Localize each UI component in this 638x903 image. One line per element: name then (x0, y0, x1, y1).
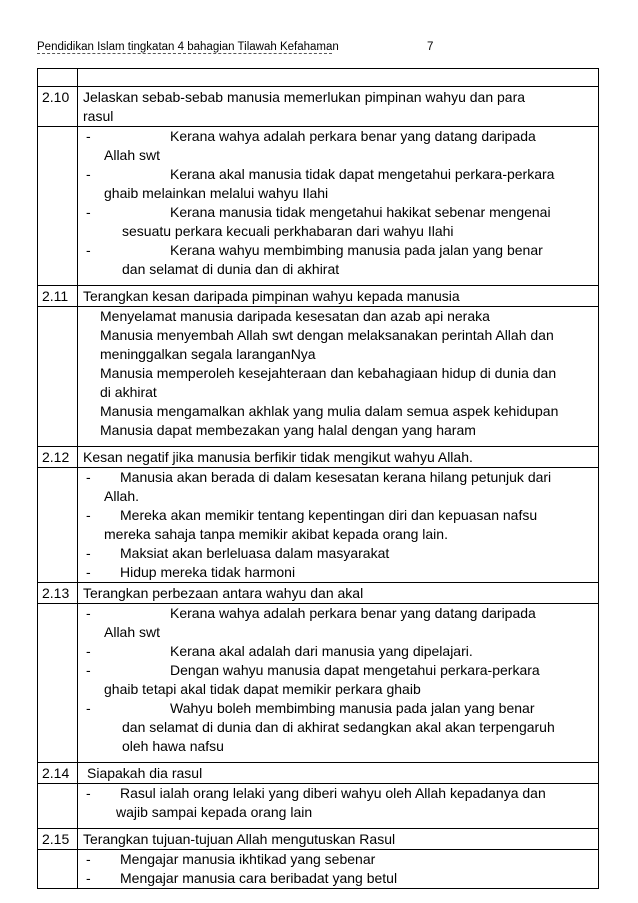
list-item-text: Mengajar manusia ikhtikad yang sebenar (120, 851, 376, 867)
empty-number-cell (38, 850, 78, 889)
list-item-cont: Allah swt (104, 624, 161, 640)
blank-row (38, 69, 599, 87)
bullet-dash: - (86, 643, 91, 659)
blank-cell (38, 69, 78, 87)
list-item: Menyelamat manusia daripada kesesatan dan azab api neraka (100, 308, 490, 324)
list-item: Manusia menyembah Allah swt dengan melaksanakan perintah Allah dan (100, 327, 554, 343)
list-item-text: Manusia akan berada di dalam kesesatan kerana hilang petunjuk dari (120, 469, 552, 485)
bullet-dash: - (86, 545, 91, 561)
blank-cell (78, 69, 599, 87)
bullet-dash: - (86, 662, 91, 678)
list-item-cont: oleh hawa nafsu (122, 738, 224, 754)
list-item (82, 468, 594, 506)
list-item: Manusia memperoleh kesejahteraan dan kebahagiaan hidup di dunia dan (100, 365, 557, 381)
list-item-cont: Allah swt (104, 147, 161, 163)
list-item-cont: ghaib tetapi akal tidak dapat memikir perkara ghaib (104, 681, 421, 697)
list-item: di akhirat (100, 384, 157, 400)
answer-row (38, 127, 599, 286)
list-item (82, 165, 594, 203)
answer-cell (78, 604, 599, 763)
list-item-text: Kerana manusia tidak mengetahui hakikat sebenar mengenai (170, 204, 551, 220)
question-line: rasul (83, 108, 114, 124)
question-row (38, 447, 599, 468)
question-number: 2.15 (38, 829, 78, 850)
answer-cell (78, 307, 599, 447)
list-item-text: Kerana wahya adalah perkara benar yang datang daripada (170, 128, 536, 144)
bullet-dash: - (86, 785, 91, 801)
question-row (38, 763, 599, 784)
answer-cell (78, 784, 599, 829)
list-item (82, 544, 594, 563)
list-item-text: Rasul ialah orang lelaki yang diberi wahyu oleh Allah kepadanya dan (120, 785, 546, 801)
question-number: 2.14 (38, 763, 78, 784)
empty-number-cell (38, 784, 78, 829)
list-item (82, 869, 594, 888)
question-text: Kesan negatif jika manusia berfikir tidak mengikut wahyu Allah. (78, 447, 599, 468)
question-text: Terangkan tujuan-tujuan Allah mengutuskan Rasul (78, 829, 599, 850)
header-divider (37, 53, 332, 54)
list-item-text: Kerana wahya adalah perkara benar yang datang daripada (170, 605, 536, 621)
answer-row (38, 784, 599, 829)
list-item: Manusia dapat membezakan yang halal dengan yang haram (100, 422, 476, 438)
list-item (82, 661, 594, 699)
list-item (82, 699, 594, 756)
list-item-cont: mereka sahaja tanpa memikir akibat kepada orang lain. (104, 526, 448, 542)
list-item-cont: dan selamat di dunia dan di akhirat sedangkan akal akan terpengaruh (122, 719, 555, 735)
question-line: Jelaskan sebab-sebab manusia memerlukan pimpinan wahyu dan para (83, 89, 526, 105)
list-item-text: Dengan wahyu manusia dapat mengetahui perkara-perkara (170, 662, 540, 678)
list-item (82, 604, 594, 642)
empty-number-cell (38, 127, 78, 286)
list-item-text: Kerana akal adalah dari manusia yang dipelajari. (170, 643, 473, 659)
question-row (38, 829, 599, 850)
list-item-text: Kerana wahyu membimbing manusia pada jalan yang benar (170, 242, 543, 258)
list-item (82, 506, 594, 544)
list-item-text: Mengajar manusia cara beribadat yang betul (120, 870, 398, 886)
answer-cell (78, 127, 599, 286)
list-item (82, 241, 594, 279)
bullet-dash: - (86, 564, 91, 580)
qa-table (37, 68, 599, 889)
answer-row (38, 307, 599, 447)
question-number: 2.11 (38, 286, 78, 307)
list-item: meninggalkan segala laranganNya (100, 346, 316, 362)
list-item-text: Kerana akal manusia tidak dapat mengetahui perkara-perkara (170, 166, 555, 182)
bullet-dash: - (86, 166, 91, 182)
empty-number-cell (38, 307, 78, 447)
bullet-dash: - (86, 469, 91, 485)
list-item (82, 784, 594, 822)
list-item-cont: Allah. (104, 488, 140, 504)
question-text (78, 87, 599, 127)
question-row (38, 583, 599, 604)
answer-cell (78, 850, 599, 889)
answer-row (38, 604, 599, 763)
empty-number-cell (38, 604, 78, 763)
header-title: Pendidikan Islam tingkatan 4 bahagian Tilawah Kefahaman (37, 41, 339, 53)
empty-number-cell (38, 468, 78, 583)
question-number: 2.13 (38, 583, 78, 604)
bullet-dash: - (86, 507, 91, 523)
question-number: 2.10 (38, 87, 78, 127)
list-item-text: Hidup mereka tidak harmoni (120, 564, 296, 580)
list-item-cont: sesuatu perkara kecuali perkhabaran dari wahyu Ilahi (122, 223, 454, 239)
list-item (82, 127, 594, 165)
question-row (38, 87, 599, 127)
list-item-cont: dan selamat di dunia dan di akhirat (122, 261, 340, 277)
answer-row (38, 468, 599, 583)
bullet-dash: - (86, 700, 91, 716)
question-text: Terangkan kesan daripada pimpinan wahyu kepada manusia (78, 286, 599, 307)
answer-cell (78, 468, 599, 583)
bullet-dash: - (86, 204, 91, 220)
list-item: Manusia mengamalkan akhlak yang mulia dalam semua aspek kehidupan (100, 403, 559, 419)
bullet-dash: - (86, 870, 91, 886)
question-text: Siapakah dia rasul (78, 763, 599, 784)
bullet-dash: - (86, 605, 91, 621)
question-row (38, 286, 599, 307)
list-item-text: Maksiat akan berleluasa dalam masyarakat (120, 545, 390, 561)
list-item-cont: ghaib melainkan melalui wahyu Ilahi (104, 185, 329, 201)
list-item-text: Wahyu boleh membimbing manusia pada jalan yang benar (170, 700, 535, 716)
list-item-text: Mereka akan memikir tentang kepentingan diri dan kepuasan nafsu (120, 507, 538, 523)
question-number: 2.12 (38, 447, 78, 468)
list-item (82, 203, 594, 241)
question-text: Terangkan perbezaan antara wahyu dan akal (78, 583, 599, 604)
list-item (82, 642, 594, 661)
list-item (82, 563, 594, 582)
list-item-cont: wajib sampai kepada orang lain (116, 804, 313, 820)
bullet-dash: - (86, 242, 91, 258)
bullet-dash: - (86, 128, 91, 144)
page-number: 7 (427, 41, 434, 53)
bullet-dash: - (86, 851, 91, 867)
list-item (82, 850, 594, 869)
answer-row (38, 850, 599, 889)
